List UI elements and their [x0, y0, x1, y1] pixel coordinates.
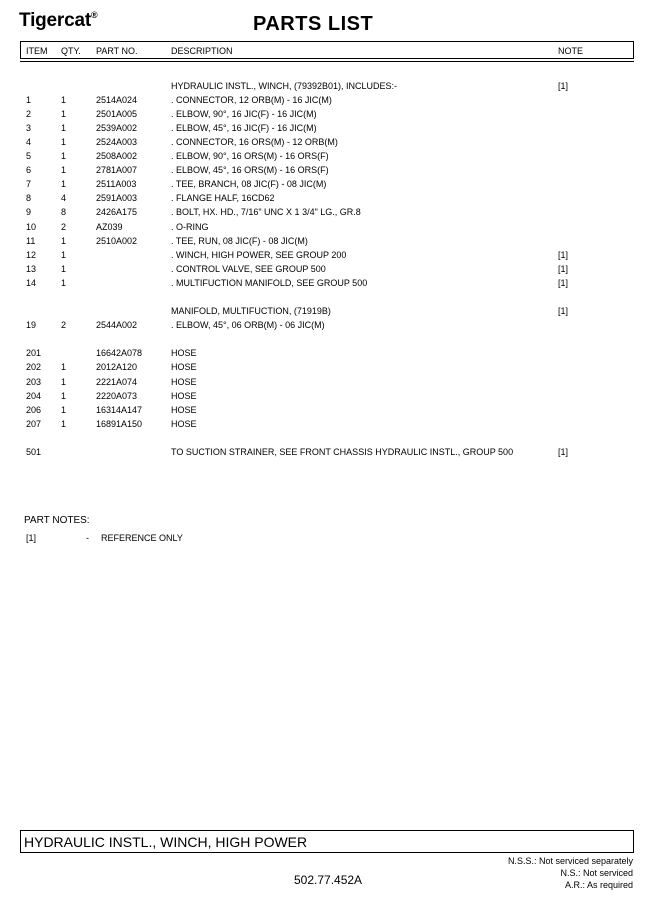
cell-item: 207	[26, 419, 42, 429]
cell-description: . FLANGE HALF, 16CD62	[171, 193, 275, 203]
cell-note: [1]	[558, 81, 569, 91]
cell-qty: 1	[61, 109, 67, 119]
cell-item: 4	[26, 137, 32, 147]
cell-part-no: 2511A003	[96, 179, 137, 189]
cell-part-no: AZ039	[96, 222, 123, 232]
cell-item: 202	[26, 362, 42, 372]
cell-part-no: 2221A074	[96, 377, 138, 387]
column-header-part-no: PART NO.	[96, 46, 138, 56]
cell-description: . ELBOW, 90°, 16 ORS(M) - 16 ORS(F)	[171, 151, 329, 161]
cell-part-no: 2524A003	[96, 137, 138, 147]
cell-description: HOSE	[171, 391, 197, 401]
table-row	[0, 236, 650, 248]
table-row	[0, 377, 650, 389]
header-rule	[20, 61, 634, 62]
cell-part-no: 2514A024	[96, 95, 138, 105]
column-header-note: NOTE	[558, 46, 584, 56]
cell-item: 3	[26, 123, 32, 133]
cell-description: . CONNECTOR, 12 ORB(M) - 16 JIC(M)	[171, 95, 332, 105]
legend-ar: A.R.: As required	[564, 880, 633, 890]
part-note-dash: -	[86, 533, 89, 543]
registered-mark: ®	[90, 10, 98, 20]
cell-part-no: 16891A150	[96, 419, 143, 429]
cell-qty: 1	[61, 362, 67, 372]
cell-qty: 1	[61, 123, 67, 133]
table-row	[0, 179, 650, 191]
table-row	[0, 222, 650, 234]
cell-part-no: 16314A147	[96, 405, 143, 415]
cell-part-no: 2508A002	[96, 151, 138, 161]
part-notes-heading: PART NOTES:	[24, 515, 90, 526]
cell-description: HOSE	[171, 377, 197, 387]
part-note-ref: [1]	[26, 533, 37, 543]
cell-item: 206	[26, 405, 42, 415]
cell-qty: 4	[61, 193, 67, 203]
cell-qty: 1	[61, 137, 67, 147]
cell-part-no: 2591A003	[96, 193, 138, 203]
cell-item: 12	[26, 250, 37, 260]
cell-description: . O-RING	[171, 222, 209, 232]
cell-qty: 1	[61, 278, 67, 288]
table-row	[0, 193, 650, 205]
cell-item: 10	[26, 222, 37, 232]
cell-qty: 2	[61, 320, 67, 330]
cell-item: 203	[26, 377, 42, 387]
table-row	[0, 405, 650, 417]
cell-description: HOSE	[171, 419, 197, 429]
table-row	[0, 165, 650, 177]
cell-description: . CONNECTOR, 16 ORS(M) - 12 ORB(M)	[171, 137, 338, 147]
page-title: PARTS LIST	[253, 13, 374, 35]
table-row	[0, 348, 650, 360]
brand-logo	[19, 10, 97, 32]
cell-item: 11	[26, 236, 36, 246]
assembly-title: HYDRAULIC INSTL., WINCH, HIGH POWER	[24, 834, 308, 850]
cell-part-no: 2539A002	[96, 123, 138, 133]
document-number: 502.77.452A	[294, 873, 363, 887]
cell-item: 5	[26, 151, 32, 161]
table-row	[0, 362, 650, 374]
cell-description: HOSE	[171, 405, 197, 415]
table-row	[0, 447, 650, 459]
table-row	[0, 81, 650, 93]
cell-description: TO SUCTION STRAINER, SEE FRONT CHASSIS HYDRAULIC INSTL., GROUP 500	[171, 447, 514, 457]
cell-part-no: 2012A120	[96, 362, 138, 372]
table-row	[0, 250, 650, 262]
cell-qty: 1	[61, 419, 67, 429]
cell-description: . TEE, RUN, 08 JIC(F) - 08 JIC(M)	[171, 236, 308, 246]
cell-item: 13	[26, 264, 37, 274]
cell-item: 1	[26, 95, 32, 105]
cell-qty: 1	[61, 236, 67, 246]
cell-description: MANIFOLD, MULTIFUCTION, (71919B)	[171, 306, 331, 316]
cell-item: 201	[26, 348, 42, 358]
table-row	[0, 391, 650, 403]
table-row	[0, 264, 650, 276]
table-row	[0, 320, 650, 332]
cell-part-no: 2501A005	[96, 109, 138, 119]
cell-qty: 1	[61, 179, 67, 189]
cell-description: HOSE	[171, 348, 197, 358]
cell-item: 8	[26, 193, 32, 203]
cell-qty: 1	[61, 405, 67, 415]
cell-note: [1]	[558, 250, 569, 260]
column-header-description: DESCRIPTION	[171, 46, 233, 56]
cell-part-no: 2510A002	[96, 236, 138, 246]
table-row	[0, 151, 650, 163]
cell-description: . MULTIFUCTION MANIFOLD, SEE GROUP 500	[171, 278, 368, 288]
legend-ns: N.S.: Not serviced	[560, 868, 633, 878]
cell-description: . ELBOW, 45°, 16 JIC(F) - 16 JIC(M)	[171, 123, 317, 133]
brand-name: Tigercat	[19, 10, 91, 31]
cell-part-no: 2220A073	[96, 391, 138, 401]
cell-qty: 1	[61, 151, 67, 161]
cell-item: 7	[26, 179, 32, 189]
cell-item: 501	[26, 447, 42, 457]
cell-qty: 1	[61, 250, 67, 260]
part-note-text: REFERENCE ONLY	[101, 533, 183, 543]
cell-item: 204	[26, 391, 42, 401]
cell-qty: 1	[61, 391, 67, 401]
cell-note: [1]	[558, 306, 569, 316]
cell-item: 14	[26, 278, 37, 288]
column-header-item: ITEM	[26, 46, 48, 56]
column-header-qty: QTY.	[61, 46, 81, 56]
cell-description: . TEE, BRANCH, 08 JIC(F) - 08 JIC(M)	[171, 179, 327, 189]
cell-item: 19	[26, 320, 37, 330]
legend-nss: N.S.S.: Not serviced separately	[507, 856, 633, 866]
table-row	[0, 306, 650, 318]
cell-description: . ELBOW, 90°, 16 JIC(F) - 16 JIC(M)	[171, 109, 317, 119]
table-row	[0, 419, 650, 431]
table-row	[0, 109, 650, 121]
table-row	[0, 137, 650, 149]
cell-item: 6	[26, 165, 32, 175]
table-row	[0, 123, 650, 135]
cell-description: . ELBOW, 45°, 06 ORB(M) - 06 JIC(M)	[171, 320, 325, 330]
cell-qty: 1	[61, 95, 67, 105]
cell-description: HYDRAULIC INSTL., WINCH, (79392B01), INCLUDES:-	[171, 81, 398, 91]
cell-item: 9	[26, 207, 32, 217]
cell-description: . WINCH, HIGH POWER, SEE GROUP 200	[171, 250, 347, 260]
cell-qty: 1	[61, 165, 67, 175]
cell-description: . ELBOW, 45°, 16 ORS(M) - 16 ORS(F)	[171, 165, 329, 175]
cell-qty: 1	[61, 264, 67, 274]
cell-part-no: 16642A078	[96, 348, 143, 358]
cell-qty: 2	[61, 222, 67, 232]
cell-note: [1]	[558, 264, 569, 274]
table-row	[0, 278, 650, 290]
cell-qty: 8	[61, 207, 67, 217]
cell-description: . CONTROL VALVE, SEE GROUP 500	[171, 264, 326, 274]
cell-part-no: 2426A175	[96, 207, 138, 217]
cell-qty: 1	[61, 377, 67, 387]
table-row	[0, 207, 650, 219]
table-row	[0, 95, 650, 107]
cell-description: . BOLT, HX. HD., 7/16" UNC X 1 3/4" LG., GR.8	[171, 207, 361, 217]
cell-item: 2	[26, 109, 32, 119]
cell-note: [1]	[558, 278, 569, 288]
cell-note: [1]	[558, 447, 569, 457]
cell-part-no: 2781A007	[96, 165, 138, 175]
cell-description: HOSE	[171, 362, 197, 372]
cell-part-no: 2544A002	[96, 320, 138, 330]
